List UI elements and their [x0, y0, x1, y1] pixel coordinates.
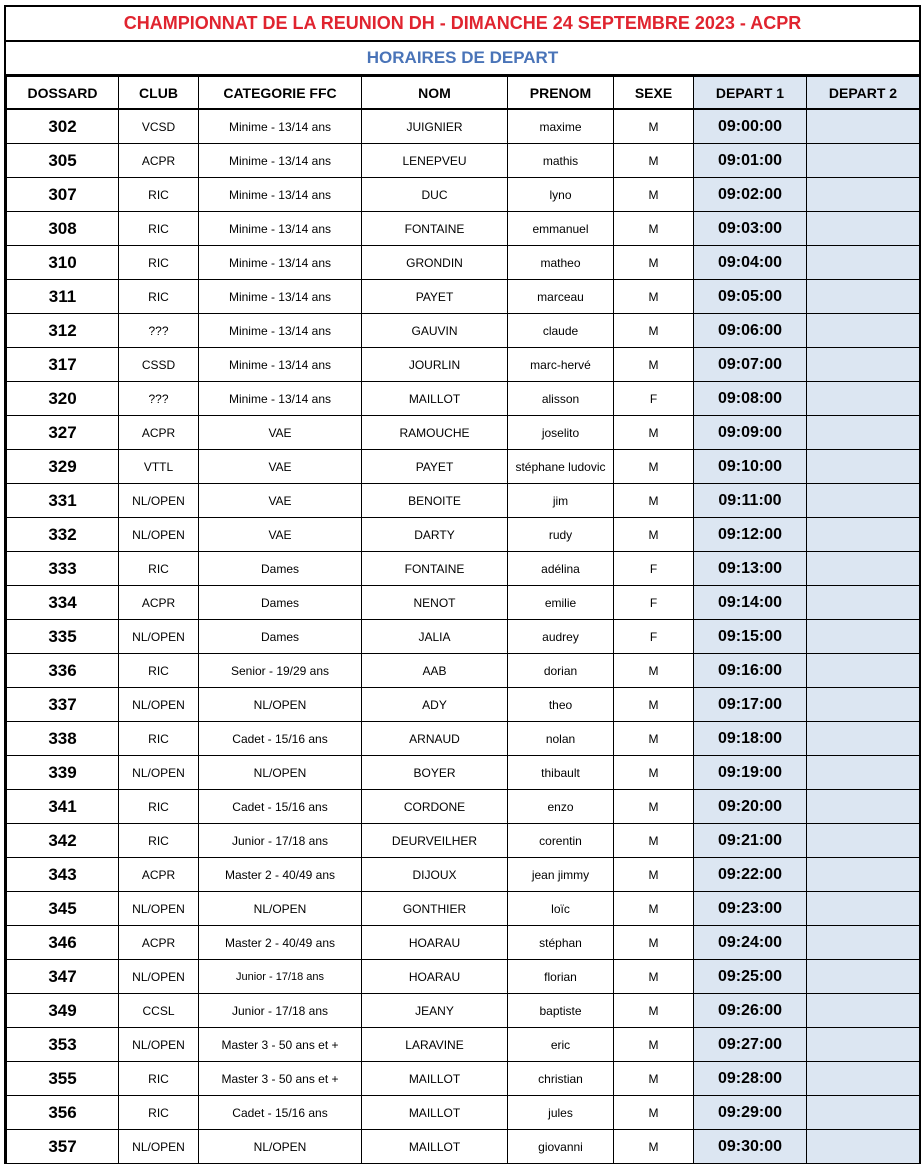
header-depart-1: DEPART 1: [694, 77, 807, 110]
sexe-cell: M: [614, 450, 694, 484]
depart-2-cell: [807, 994, 920, 1028]
depart-1-cell: 09:30:00: [694, 1130, 807, 1164]
categorie-cell: Minime - 13/14 ans: [199, 348, 362, 382]
dossard-cell: 335: [7, 620, 119, 654]
depart-1-cell: 09:00:00: [694, 109, 807, 144]
depart-2-cell: [807, 246, 920, 280]
depart-1-cell: 09:20:00: [694, 790, 807, 824]
depart-2-cell: [807, 109, 920, 144]
nom-cell: FONTAINE: [362, 212, 508, 246]
table-row: [7, 824, 920, 858]
categorie-cell: Minime - 13/14 ans: [199, 280, 362, 314]
table-body: [7, 109, 920, 1164]
nom-cell: GAUVIN: [362, 314, 508, 348]
club-cell: NL/OPEN: [119, 518, 199, 552]
depart-1-cell: 09:17:00: [694, 688, 807, 722]
categorie-cell: Dames: [199, 586, 362, 620]
prenom-cell: matheo: [508, 246, 614, 280]
table-row: [7, 688, 920, 722]
depart-2-cell: [807, 858, 920, 892]
categorie-cell: NL/OPEN: [199, 1130, 362, 1164]
prenom-cell: claude: [508, 314, 614, 348]
dossard-cell: 345: [7, 892, 119, 926]
club-cell: RIC: [119, 722, 199, 756]
nom-cell: RAMOUCHE: [362, 416, 508, 450]
sexe-cell: M: [614, 280, 694, 314]
club-cell: ACPR: [119, 858, 199, 892]
categorie-cell: Cadet - 15/16 ans: [199, 722, 362, 756]
nom-cell: GRONDIN: [362, 246, 508, 280]
depart-1-cell: 09:08:00: [694, 382, 807, 416]
nom-cell: DUC: [362, 178, 508, 212]
table-row: [7, 518, 920, 552]
club-cell: ACPR: [119, 586, 199, 620]
depart-2-cell: [807, 552, 920, 586]
categorie-cell: Junior - 17/18 ans: [199, 824, 362, 858]
sexe-cell: M: [614, 858, 694, 892]
sexe-cell: M: [614, 246, 694, 280]
prenom-cell: stéphan: [508, 926, 614, 960]
categorie-cell: Junior - 17/18 ans: [199, 994, 362, 1028]
depart-2-cell: [807, 654, 920, 688]
nom-cell: JOURLIN: [362, 348, 508, 382]
categorie-cell: VAE: [199, 484, 362, 518]
club-cell: NL/OPEN: [119, 1130, 199, 1164]
depart-1-cell: 09:18:00: [694, 722, 807, 756]
categorie-cell: Master 3 - 50 ans et +: [199, 1062, 362, 1096]
club-cell: NL/OPEN: [119, 892, 199, 926]
depart-1-cell: 09:25:00: [694, 960, 807, 994]
club-cell: NL/OPEN: [119, 1028, 199, 1062]
nom-cell: NENOT: [362, 586, 508, 620]
sexe-cell: M: [614, 1028, 694, 1062]
dossard-cell: 347: [7, 960, 119, 994]
start-times-table: [6, 76, 920, 1164]
prenom-cell: audrey: [508, 620, 614, 654]
nom-cell: GONTHIER: [362, 892, 508, 926]
prenom-cell: enzo: [508, 790, 614, 824]
depart-2-cell: [807, 1130, 920, 1164]
depart-1-cell: 09:11:00: [694, 484, 807, 518]
depart-2-cell: [807, 756, 920, 790]
prenom-cell: nolan: [508, 722, 614, 756]
sexe-cell: M: [614, 484, 694, 518]
club-cell: NL/OPEN: [119, 620, 199, 654]
nom-cell: BOYER: [362, 756, 508, 790]
prenom-cell: maxime: [508, 109, 614, 144]
table-row: [7, 654, 920, 688]
nom-cell: LENEPVEU: [362, 144, 508, 178]
club-cell: RIC: [119, 1096, 199, 1130]
dossard-cell: 339: [7, 756, 119, 790]
depart-2-cell: [807, 824, 920, 858]
prenom-cell: baptiste: [508, 994, 614, 1028]
categorie-cell: NL/OPEN: [199, 756, 362, 790]
prenom-cell: loïc: [508, 892, 614, 926]
club-cell: RIC: [119, 246, 199, 280]
prenom-cell: corentin: [508, 824, 614, 858]
dossard-cell: 310: [7, 246, 119, 280]
sexe-cell: M: [614, 1096, 694, 1130]
depart-1-cell: 09:15:00: [694, 620, 807, 654]
sexe-cell: F: [614, 620, 694, 654]
prenom-cell: eric: [508, 1028, 614, 1062]
categorie-cell: Dames: [199, 552, 362, 586]
sexe-cell: M: [614, 178, 694, 212]
categorie-cell: Minime - 13/14 ans: [199, 246, 362, 280]
dossard-cell: 353: [7, 1028, 119, 1062]
nom-cell: CORDONE: [362, 790, 508, 824]
header-sexe: SEXE: [614, 77, 694, 110]
categorie-cell: VAE: [199, 416, 362, 450]
club-cell: NL/OPEN: [119, 960, 199, 994]
dossard-cell: 320: [7, 382, 119, 416]
prenom-cell: stéphane ludovic: [508, 450, 614, 484]
dossard-cell: 356: [7, 1096, 119, 1130]
dossard-cell: 349: [7, 994, 119, 1028]
table-row: [7, 586, 920, 620]
depart-2-cell: [807, 382, 920, 416]
club-cell: ACPR: [119, 416, 199, 450]
table-row: [7, 144, 920, 178]
club-cell: RIC: [119, 824, 199, 858]
table-row: [7, 280, 920, 314]
club-cell: ACPR: [119, 926, 199, 960]
header-categorie: CATEGORIE FFC: [199, 77, 362, 110]
nom-cell: MAILLOT: [362, 1096, 508, 1130]
depart-2-cell: [807, 960, 920, 994]
club-cell: NL/OPEN: [119, 756, 199, 790]
sexe-cell: M: [614, 109, 694, 144]
dossard-cell: 341: [7, 790, 119, 824]
header-depart-2: DEPART 2: [807, 77, 920, 110]
prenom-cell: dorian: [508, 654, 614, 688]
table-row: [7, 178, 920, 212]
header-nom: NOM: [362, 77, 508, 110]
dossard-cell: 307: [7, 178, 119, 212]
nom-cell: HOARAU: [362, 960, 508, 994]
depart-1-cell: 09:16:00: [694, 654, 807, 688]
club-cell: ACPR: [119, 144, 199, 178]
nom-cell: PAYET: [362, 450, 508, 484]
depart-1-cell: 09:04:00: [694, 246, 807, 280]
depart-1-cell: 09:27:00: [694, 1028, 807, 1062]
categorie-cell: Minime - 13/14 ans: [199, 109, 362, 144]
table-row: [7, 1062, 920, 1096]
depart-1-cell: 09:02:00: [694, 178, 807, 212]
depart-2-cell: [807, 450, 920, 484]
dossard-cell: 312: [7, 314, 119, 348]
nom-cell: DARTY: [362, 518, 508, 552]
sexe-cell: M: [614, 212, 694, 246]
prenom-cell: jean jimmy: [508, 858, 614, 892]
table-row: [7, 1130, 920, 1164]
club-cell: RIC: [119, 212, 199, 246]
prenom-cell: thibault: [508, 756, 614, 790]
depart-1-cell: 09:14:00: [694, 586, 807, 620]
depart-1-cell: 09:26:00: [694, 994, 807, 1028]
sexe-cell: M: [614, 994, 694, 1028]
table-row: [7, 348, 920, 382]
depart-2-cell: [807, 178, 920, 212]
depart-1-cell: 09:06:00: [694, 314, 807, 348]
nom-cell: LARAVINE: [362, 1028, 508, 1062]
nom-cell: DIJOUX: [362, 858, 508, 892]
categorie-cell: NL/OPEN: [199, 688, 362, 722]
dossard-cell: 338: [7, 722, 119, 756]
nom-cell: AAB: [362, 654, 508, 688]
dossard-cell: 327: [7, 416, 119, 450]
depart-1-cell: 09:10:00: [694, 450, 807, 484]
dossard-cell: 308: [7, 212, 119, 246]
sexe-cell: M: [614, 144, 694, 178]
table-row: [7, 109, 920, 144]
sexe-cell: M: [614, 892, 694, 926]
table-row: [7, 926, 920, 960]
sexe-cell: M: [614, 1062, 694, 1096]
club-cell: VTTL: [119, 450, 199, 484]
club-cell: RIC: [119, 280, 199, 314]
club-cell: ???: [119, 382, 199, 416]
categorie-cell: Senior - 19/29 ans: [199, 654, 362, 688]
categorie-cell: Minime - 13/14 ans: [199, 212, 362, 246]
sexe-cell: M: [614, 314, 694, 348]
table-row: [7, 1096, 920, 1130]
sexe-cell: M: [614, 790, 694, 824]
table-row: [7, 450, 920, 484]
table-row: [7, 314, 920, 348]
nom-cell: MAILLOT: [362, 382, 508, 416]
depart-2-cell: [807, 892, 920, 926]
table-row: [7, 484, 920, 518]
categorie-cell: Dames: [199, 620, 362, 654]
sexe-cell: M: [614, 518, 694, 552]
depart-1-cell: 09:03:00: [694, 212, 807, 246]
dossard-cell: 357: [7, 1130, 119, 1164]
dossard-cell: 331: [7, 484, 119, 518]
header-club: CLUB: [119, 77, 199, 110]
prenom-cell: jim: [508, 484, 614, 518]
table-row: [7, 756, 920, 790]
prenom-cell: alisson: [508, 382, 614, 416]
prenom-cell: lyno: [508, 178, 614, 212]
prenom-cell: florian: [508, 960, 614, 994]
nom-cell: ARNAUD: [362, 722, 508, 756]
nom-cell: HOARAU: [362, 926, 508, 960]
prenom-cell: mathis: [508, 144, 614, 178]
categorie-cell: Master 2 - 40/49 ans: [199, 926, 362, 960]
document-subtitle: HORAIRES DE DEPART: [6, 42, 919, 76]
categorie-cell: Minime - 13/14 ans: [199, 314, 362, 348]
sexe-cell: M: [614, 722, 694, 756]
sexe-cell: F: [614, 382, 694, 416]
depart-2-cell: [807, 484, 920, 518]
nom-cell: JUIGNIER: [362, 109, 508, 144]
nom-cell: JEANY: [362, 994, 508, 1028]
categorie-cell: NL/OPEN: [199, 892, 362, 926]
table-row: [7, 212, 920, 246]
sexe-cell: M: [614, 1130, 694, 1164]
sexe-cell: M: [614, 824, 694, 858]
dossard-cell: 334: [7, 586, 119, 620]
nom-cell: BENOITE: [362, 484, 508, 518]
depart-2-cell: [807, 1096, 920, 1130]
sexe-cell: M: [614, 960, 694, 994]
sexe-cell: M: [614, 688, 694, 722]
dossard-cell: 311: [7, 280, 119, 314]
prenom-cell: emilie: [508, 586, 614, 620]
depart-2-cell: [807, 586, 920, 620]
prenom-cell: emmanuel: [508, 212, 614, 246]
sexe-cell: M: [614, 348, 694, 382]
nom-cell: DEURVEILHER: [362, 824, 508, 858]
club-cell: CCSL: [119, 994, 199, 1028]
table-row: [7, 994, 920, 1028]
header-prenom: PRENOM: [508, 77, 614, 110]
dossard-cell: 336: [7, 654, 119, 688]
sexe-cell: M: [614, 756, 694, 790]
prenom-cell: jules: [508, 1096, 614, 1130]
dossard-cell: 337: [7, 688, 119, 722]
nom-cell: ADY: [362, 688, 508, 722]
club-cell: ???: [119, 314, 199, 348]
depart-2-cell: [807, 688, 920, 722]
table-row: [7, 246, 920, 280]
nom-cell: MAILLOT: [362, 1130, 508, 1164]
depart-1-cell: 09:09:00: [694, 416, 807, 450]
dossard-cell: 329: [7, 450, 119, 484]
club-cell: RIC: [119, 1062, 199, 1096]
club-cell: CSSD: [119, 348, 199, 382]
club-cell: RIC: [119, 654, 199, 688]
prenom-cell: adélina: [508, 552, 614, 586]
club-cell: RIC: [119, 178, 199, 212]
club-cell: NL/OPEN: [119, 688, 199, 722]
categorie-cell: Minime - 13/14 ans: [199, 144, 362, 178]
club-cell: RIC: [119, 552, 199, 586]
club-cell: RIC: [119, 790, 199, 824]
depart-2-cell: [807, 1028, 920, 1062]
sexe-cell: F: [614, 586, 694, 620]
depart-2-cell: [807, 1062, 920, 1096]
dossard-cell: 333: [7, 552, 119, 586]
header-dossard: DOSSARD: [7, 77, 119, 110]
prenom-cell: marceau: [508, 280, 614, 314]
categorie-cell: Junior - 17/18 ans: [199, 960, 362, 994]
dossard-cell: 317: [7, 348, 119, 382]
depart-1-cell: 09:01:00: [694, 144, 807, 178]
dossard-cell: 343: [7, 858, 119, 892]
document-title: CHAMPIONNAT DE LA REUNION DH - DIMANCHE 24 SEPTEMBRE 2023 - ACPR: [6, 7, 919, 42]
dossard-cell: 342: [7, 824, 119, 858]
header-row: [7, 77, 920, 110]
depart-2-cell: [807, 790, 920, 824]
depart-1-cell: 09:23:00: [694, 892, 807, 926]
nom-cell: PAYET: [362, 280, 508, 314]
prenom-cell: giovanni: [508, 1130, 614, 1164]
categorie-cell: Master 3 - 50 ans et +: [199, 1028, 362, 1062]
depart-2-cell: [807, 348, 920, 382]
depart-2-cell: [807, 314, 920, 348]
depart-1-cell: 09:28:00: [694, 1062, 807, 1096]
dossard-cell: 332: [7, 518, 119, 552]
depart-2-cell: [807, 144, 920, 178]
nom-cell: FONTAINE: [362, 552, 508, 586]
depart-2-cell: [807, 280, 920, 314]
sexe-cell: M: [614, 926, 694, 960]
categorie-cell: Minime - 13/14 ans: [199, 382, 362, 416]
prenom-cell: joselito: [508, 416, 614, 450]
depart-1-cell: 09:07:00: [694, 348, 807, 382]
nom-cell: JALIA: [362, 620, 508, 654]
prenom-cell: marc-hervé: [508, 348, 614, 382]
depart-1-cell: 09:19:00: [694, 756, 807, 790]
categorie-cell: VAE: [199, 518, 362, 552]
prenom-cell: rudy: [508, 518, 614, 552]
table-row: [7, 858, 920, 892]
prenom-cell: theo: [508, 688, 614, 722]
sexe-cell: M: [614, 654, 694, 688]
dossard-cell: 355: [7, 1062, 119, 1096]
prenom-cell: christian: [508, 1062, 614, 1096]
table-row: [7, 722, 920, 756]
depart-1-cell: 09:12:00: [694, 518, 807, 552]
club-cell: VCSD: [119, 109, 199, 144]
club-cell: NL/OPEN: [119, 484, 199, 518]
categorie-cell: Minime - 13/14 ans: [199, 178, 362, 212]
depart-1-cell: 09:22:00: [694, 858, 807, 892]
depart-2-cell: [807, 722, 920, 756]
table-row: [7, 1028, 920, 1062]
depart-1-cell: 09:05:00: [694, 280, 807, 314]
depart-2-cell: [807, 620, 920, 654]
table-row: [7, 790, 920, 824]
depart-2-cell: [807, 416, 920, 450]
categorie-cell: Cadet - 15/16 ans: [199, 1096, 362, 1130]
table-row: [7, 552, 920, 586]
depart-1-cell: 09:24:00: [694, 926, 807, 960]
nom-cell: MAILLOT: [362, 1062, 508, 1096]
depart-1-cell: 09:13:00: [694, 552, 807, 586]
start-times-sheet: [4, 5, 921, 1164]
categorie-cell: Master 2 - 40/49 ans: [199, 858, 362, 892]
table-row: [7, 382, 920, 416]
categorie-cell: VAE: [199, 450, 362, 484]
table-row: [7, 892, 920, 926]
dossard-cell: 346: [7, 926, 119, 960]
table-row: [7, 416, 920, 450]
table-row: [7, 960, 920, 994]
categorie-cell: Cadet - 15/16 ans: [199, 790, 362, 824]
depart-2-cell: [807, 926, 920, 960]
dossard-cell: 302: [7, 109, 119, 144]
depart-1-cell: 09:21:00: [694, 824, 807, 858]
table-row: [7, 620, 920, 654]
depart-2-cell: [807, 212, 920, 246]
dossard-cell: 305: [7, 144, 119, 178]
sexe-cell: F: [614, 552, 694, 586]
depart-1-cell: 09:29:00: [694, 1096, 807, 1130]
depart-2-cell: [807, 518, 920, 552]
sexe-cell: M: [614, 416, 694, 450]
